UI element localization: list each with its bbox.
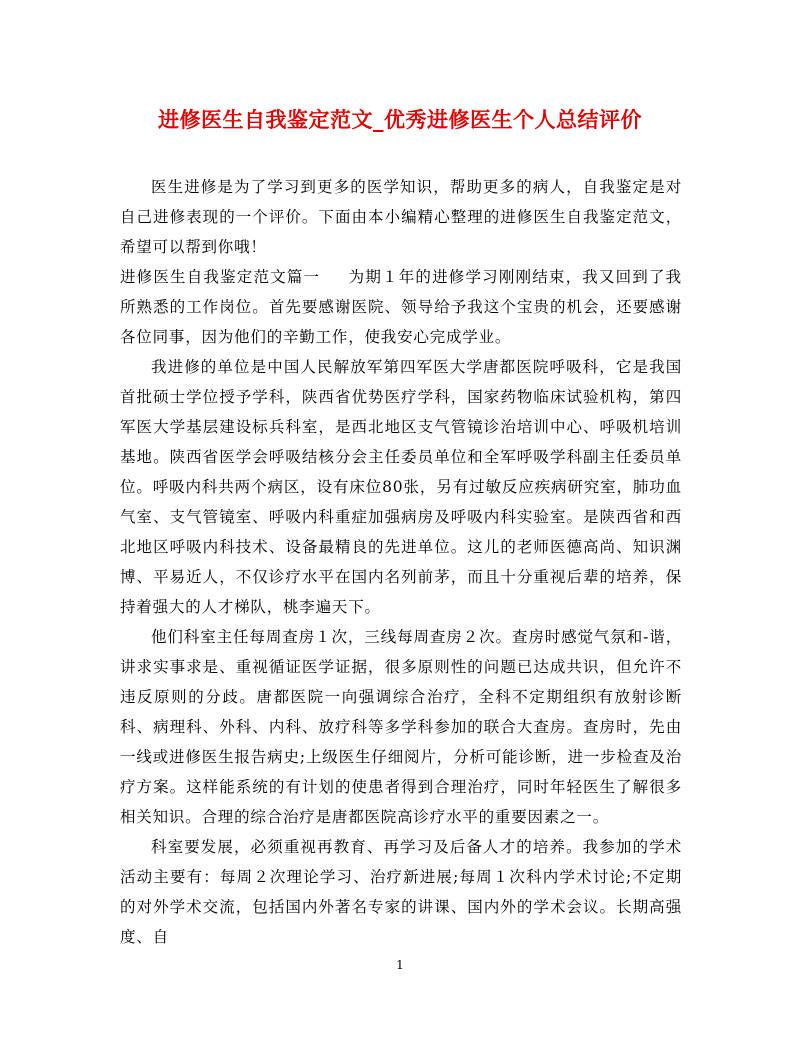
- body-paragraph: 他们科室主任每周查房１次，三线每周查房２次。查房时感觉气氛和-谐，讲求实事求是、重视循证医学证据，很多原则性的问题已达成共识，但允许不违反原则的分歧。唐都医院一向强调综合治疗，全科不定期组织有放射诊断科、病理科、外科、内科、放疗科等多学科参加的联合大查房。查房时，先由一线或进修医生报告病史;上级医生仔细阅片，分析可能诊断，进一步检查及治疗方案。这样能系统的有计划的使患者得到合理治疗，同时年轻医生了解很多相关知识。合理的综合治疗是唐都医院高诊疗水平的重要因素之一。: [120, 628, 682, 826]
- body-paragraph: 我进修的单位是中国人民解放军第四军医大学唐都医院呼吸科，它是我国首批硕士学位授予学科，陕西省优势医疗学科，国家药物临床试验机构，第四军医大学基层建设标兵科室，是西北地区支气管镜诊治培训中心、呼吸机培训基地。陕西省医学会呼吸结核分会主任委员单位和全军呼吸学科副主任委员单位。呼吸内科共两个病区，设有床位80张，另有过敏反应疾病研究室，肺功血气室、支气管镜室、呼吸内科重症加强病房及呼吸内科实验室。是陕西省和西北地区呼吸内科技术、设备最精良的先进单位。这儿的老师医德高尚、知识渊博、平易近人，不仅诊疗水平在国内名列前茅，而且十分重视后辈的培养，保持着强大的人才梯队，桃李遍天下。: [120, 358, 682, 616]
- document-title: 进修医生自我鉴定范文_优秀进修医生个人总结评价: [158, 108, 642, 132]
- section-paragraph: [120, 262, 682, 352]
- intro-paragraph: 医生进修是为了学习到更多的医学知识，帮助更多的病人，自我鉴定是对自己进修表现的一个评价。下面由本小编精心整理的进修医生自我鉴定范文，希望可以帮到你哦！: [120, 178, 682, 256]
- document-body: [120, 172, 682, 952]
- section-label: 进修医生自我鉴定范文篇一: [120, 268, 321, 286]
- body-paragraph: 科室要发展，必须重视再教育、再学习及后备人才的培养。我参加的学术活动主要有：每周２次理论学习、治疗新进展;每周１次科内学术讨论;不定期的对外学术交流，包括国内外著名专家的讲课、国内外的学术会议。长期高强度、自: [120, 838, 682, 946]
- page-number: 1: [396, 958, 404, 972]
- section-text: 为期１年的进修学习刚刚结束，我又回到了我所熟悉的工作岗位。首先要感谢医院、领导给予我这个宝贵的机会，还要感谢各位同事，因为他们的辛勤工作，使我安心完成学业。: [120, 268, 682, 346]
